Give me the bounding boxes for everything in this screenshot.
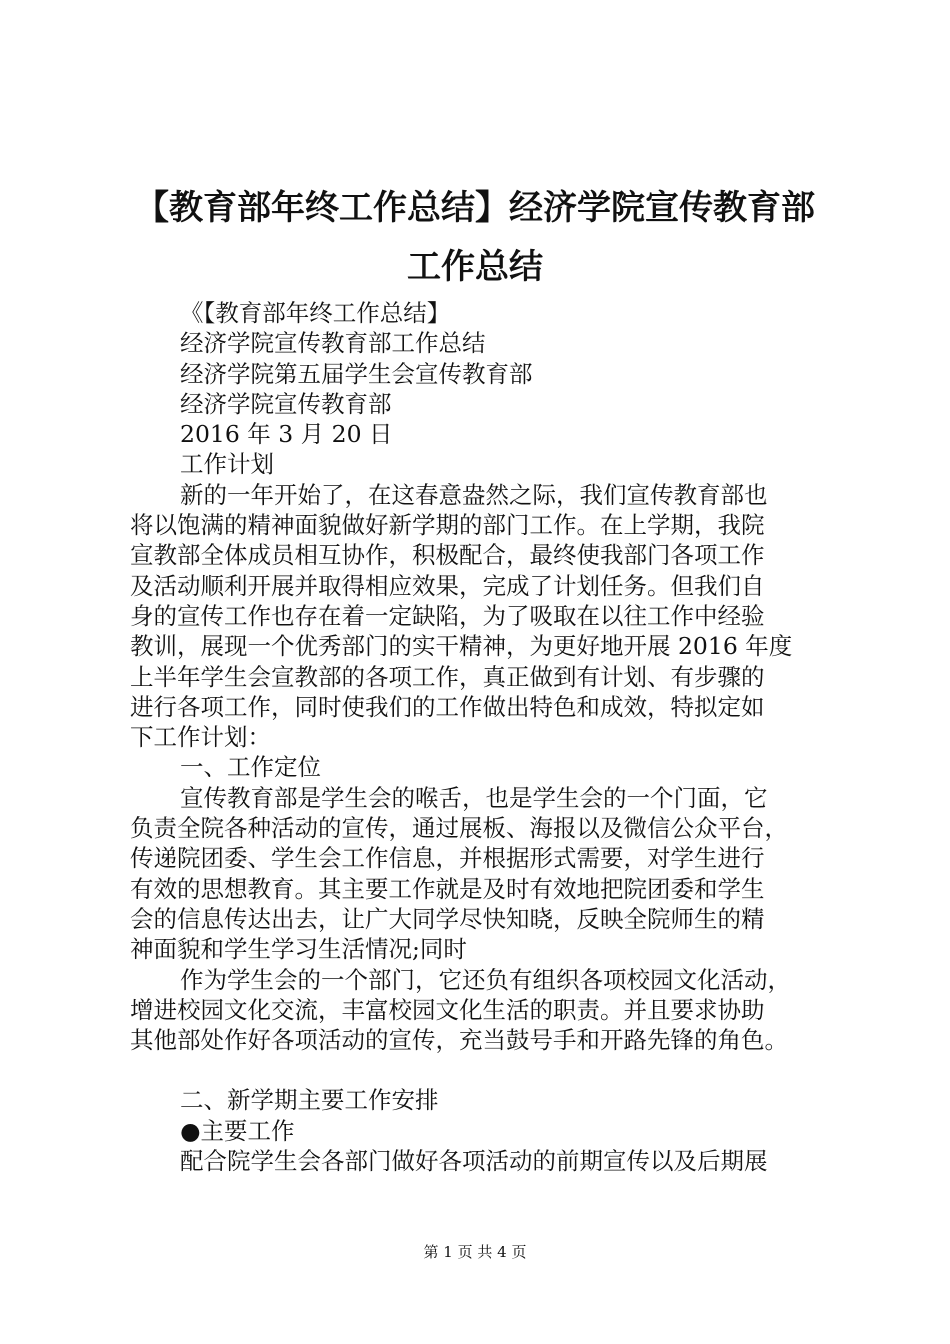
- paragraph-line: 配合院学生会各部门做好各项活动的前期宣传以及后期展: [180, 1147, 768, 1176]
- paragraph-line: 将以饱满的精神面貌做好新学期的部门工作。在上学期，我院: [130, 511, 765, 540]
- paragraph-line: 上半年学生会宣教部的各项工作，真正做到有计划、有步骤的: [130, 662, 765, 691]
- section-heading: 二、新学期主要工作安排: [180, 1086, 439, 1115]
- paragraph-line: 新的一年开始了，在这春意盎然之际，我们宣传教育部也: [180, 480, 768, 509]
- page-footer: 第 1 页 共 4 页: [423, 1243, 527, 1261]
- header-line: 经济学院宣传教育部工作总结: [180, 329, 486, 358]
- blank-line: [130, 1055, 850, 1085]
- paragraph-line: 宣传教育部是学生会的喉舌，也是学生会的一个门面，它: [180, 783, 768, 812]
- section-heading: 一、工作定位: [180, 753, 321, 782]
- header-line: 经济学院第五届学生会宣传教育部: [180, 359, 533, 388]
- header-line: 经济学院宣传教育部: [180, 389, 392, 418]
- paragraph-line: 作为学生会的一个部门，它还负有组织各项校园文化活动，: [180, 965, 791, 994]
- document-body: [130, 298, 850, 1176]
- bullet-heading: ●主要工作: [180, 1116, 295, 1145]
- paragraph-line: 身的宣传工作也存在着一定缺陷，为了吸取在以往工作中经验: [130, 601, 765, 630]
- paragraph-line: 会的信息传达出去，让广大同学尽快知晓，反映全院师生的精: [130, 904, 765, 933]
- paragraph-line: 传递院团委、学生会工作信息，并根据形式需要，对学生进行: [130, 844, 765, 873]
- paragraph-line: 负责全院各种活动的宣传，通过展板、海报以及微信公众平台，: [130, 814, 788, 843]
- header-line: 工作计划: [180, 450, 274, 479]
- paragraph-line: 其他部处作好各项活动的宣传，充当鼓号手和开路先锋的角色。: [130, 1026, 788, 1055]
- paragraph-line: 神面貌和学生学习生活情况;同时: [130, 935, 467, 964]
- paragraph-line: 宣教部全体成员相互协作，积极配合，最终使我部门各项工作: [130, 541, 765, 570]
- paragraph-line: 进行各项工作，同时使我们的工作做出特色和成效，特拟定如: [130, 692, 765, 721]
- header-line: 《【教育部年终工作总结】: [180, 299, 451, 327]
- header-line: 2016 年 3 月 20 日: [180, 420, 393, 449]
- paragraph-line: 下工作计划：: [130, 723, 271, 752]
- paragraph-line: 及活动顺利开展并取得相应效果，完成了计划任务。但我们自: [130, 571, 765, 600]
- document-title-line-1: 【教育部年终工作总结】经济学院宣传教育部: [135, 188, 815, 228]
- paragraph-line: 教训，展现一个优秀部门的实干精神，为更好地开展 2016 年度: [130, 632, 793, 661]
- paragraph-line: 有效的思想教育。其主要工作就是及时有效地把院团委和学生: [130, 874, 765, 903]
- document-title-line-2: 工作总结: [407, 247, 543, 287]
- paragraph-line: 增进校园文化交流，丰富校园文化生活的职责。并且要求协助: [130, 995, 765, 1024]
